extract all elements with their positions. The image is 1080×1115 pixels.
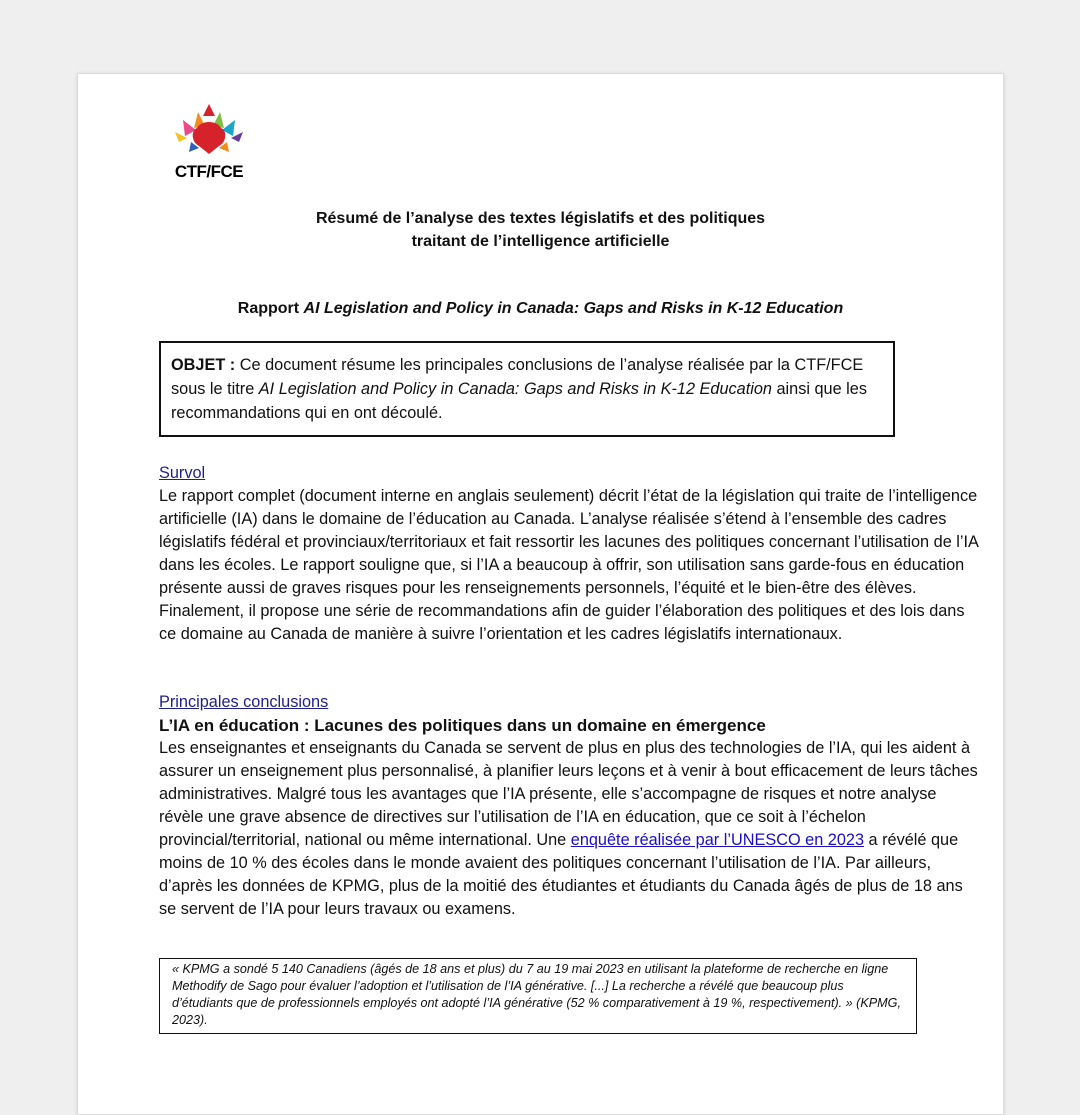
objet-text-2: ainsi que les recommandations qui en ont découlé. <box>171 380 867 422</box>
report-subtitle <box>78 300 1003 318</box>
survol-heading[interactable]: Survol <box>159 464 206 482</box>
survol-section <box>159 462 979 646</box>
logo-wordmark: CTF/FCE <box>174 162 244 181</box>
conclusions-heading[interactable]: Principales conclusions <box>159 693 329 711</box>
objet-report-name: AI Legislation and Policy in Canada: Gaps and Risks in K-12 Education <box>258 380 772 398</box>
conclusions-section <box>159 691 979 921</box>
unesco-survey-link[interactable]: enquête réalisée par l’UNESCO en 2023 <box>570 831 865 849</box>
kpmg-quote-box <box>159 958 917 1034</box>
conclusions-body <box>159 737 979 921</box>
objet-text-1: Ce document résume les principales conclusions de l’analyse réalisée par la CTF/FCE sous le titre <box>171 356 864 398</box>
objet-label: OBJET : <box>171 356 236 374</box>
conclusions-body-part-2: a révélé que moins de 10 % des écoles dans le monde avaient des politiques concernant l’utilisation de l’IA. Par ailleurs, d’après les données de KPMG, plus de la moitié des étudiantes et étudiants du Canada âgés de plus de 18 ans se servent de l’IA pour leurs travaux ou examens. <box>159 831 963 918</box>
conclusions-body-part-1: Les enseignantes et enseignants du Canada se servent de plus en plus des technologies de l’IA, qui les aident à assurer un enseignement plus personnalisé, à planifier leurs leçons et à venir à bout efficacement de leurs tâches administratives. Malgré tous les avantages que l’IA présente, elle s’accompagne de risques et notre analyse révèle une grave absence de directives sur l’utilisation de l’IA en éducation, que ce soit à l’échelon provincial/territorial, national ou même international. Une <box>159 739 978 849</box>
subtitle-prefix: Rapport <box>237 300 304 317</box>
maple-leaf-logo-icon <box>169 102 249 162</box>
title-line-1: Résumé de l’analyse des textes législatifs et des politiques <box>315 210 766 227</box>
ctf-fce-logo <box>169 102 249 184</box>
kpmg-quote-text: « KPMG a sondé 5 140 Canadiens (âgés de 18 ans et plus) du 7 au 19 mai 2023 en utilisant la plateforme de recherche en ligne Methodify de Sago pour évaluer l’adoption et l’utilisation de l’IA générative. [...] La recherche a révélé que beaucoup plus d’étudiants que de professionnels employés ont adopté l’IA générative (52 % comparativement à 19 %, respectivement). » (KPMG, 2023). <box>172 962 901 1027</box>
title-line-2: traitant de l’intelligence artificielle <box>411 233 670 250</box>
document-page <box>77 73 1004 1115</box>
conclusions-subheading: L’IA en éducation : Lacunes des politiques dans un domaine en émergence <box>159 716 766 735</box>
objet-box <box>159 341 895 437</box>
survol-body: Le rapport complet (document interne en anglais seulement) décrit l’état de la législation qui traite de l’intelligence artificielle (IA) dans le domaine de l’éducation au Canada. L’analyse réalisée s’étend à l’ensemble des cadres législatifs fédéral et provinciaux/territoriaux et fait ressortir les lacunes des politiques concernant l’utilisation de l’IA dans les écoles. Le rapport souligne que, si l’IA a beaucoup à offrir, son utilisation sans garde-fous en éducation présente aussi de graves risques pour les renseignements personnels, l’équité et le bien-être des élèves. Finalement, il propose une série de recommandations afin de guider l’élaboration des politiques et des lois dans ce domaine au Canada de manière à suivre l’orientation et les cadres législatifs internationaux. <box>159 487 978 643</box>
document-title <box>78 207 1003 253</box>
subtitle-report-name: AI Legislation and Policy in Canada: Gaps and Risks in K-12 Education <box>303 300 844 317</box>
